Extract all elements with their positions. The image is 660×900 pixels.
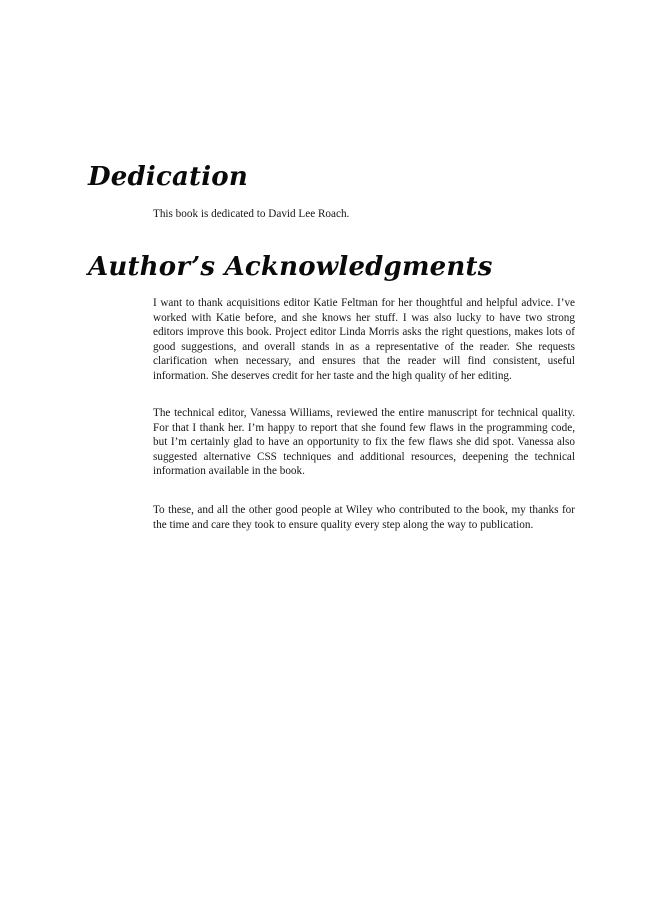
acknowledgments-heading: Author’s Acknowledgments — [88, 252, 493, 282]
acknowledgments-paragraph: The technical editor, Vanessa Williams, reviewed the entire manuscript for technical quality. For that I thank her. I’m happy to report that she found few flaws in the programming code, but I’m certainly glad to have an opportunity to fix the few flaws she did spot. Vanessa also suggested alternative CSS techniques and additional resources, deepening the technical information available in the book. — [153, 407, 575, 478]
acknowledgments-paragraph: I want to thank acquisitions editor Katie Feltman for her thoughtful and helpful advice. I’ve worked with Katie before, and she knows her stuff. I was also lucky to have two strong editors improve this book. Project editor Linda Morris asks the right questions, makes lots of good suggestions, and overall stands in as a representative of the reader. She requests clarification when necessary, and ensures that the reader will find consistent, useful information. She deserves credit for her taste and the high quality of her editing. — [153, 297, 575, 382]
acknowledgments-paragraph: To these, and all the other good people at Wiley who contributed to the book, my thanks for the time and care they took to ensure quality every step along the way to publication. — [153, 504, 575, 531]
dedication-text: This book is dedicated to David Lee Roach. — [153, 208, 350, 220]
dedication-heading: Dedication — [88, 162, 248, 192]
